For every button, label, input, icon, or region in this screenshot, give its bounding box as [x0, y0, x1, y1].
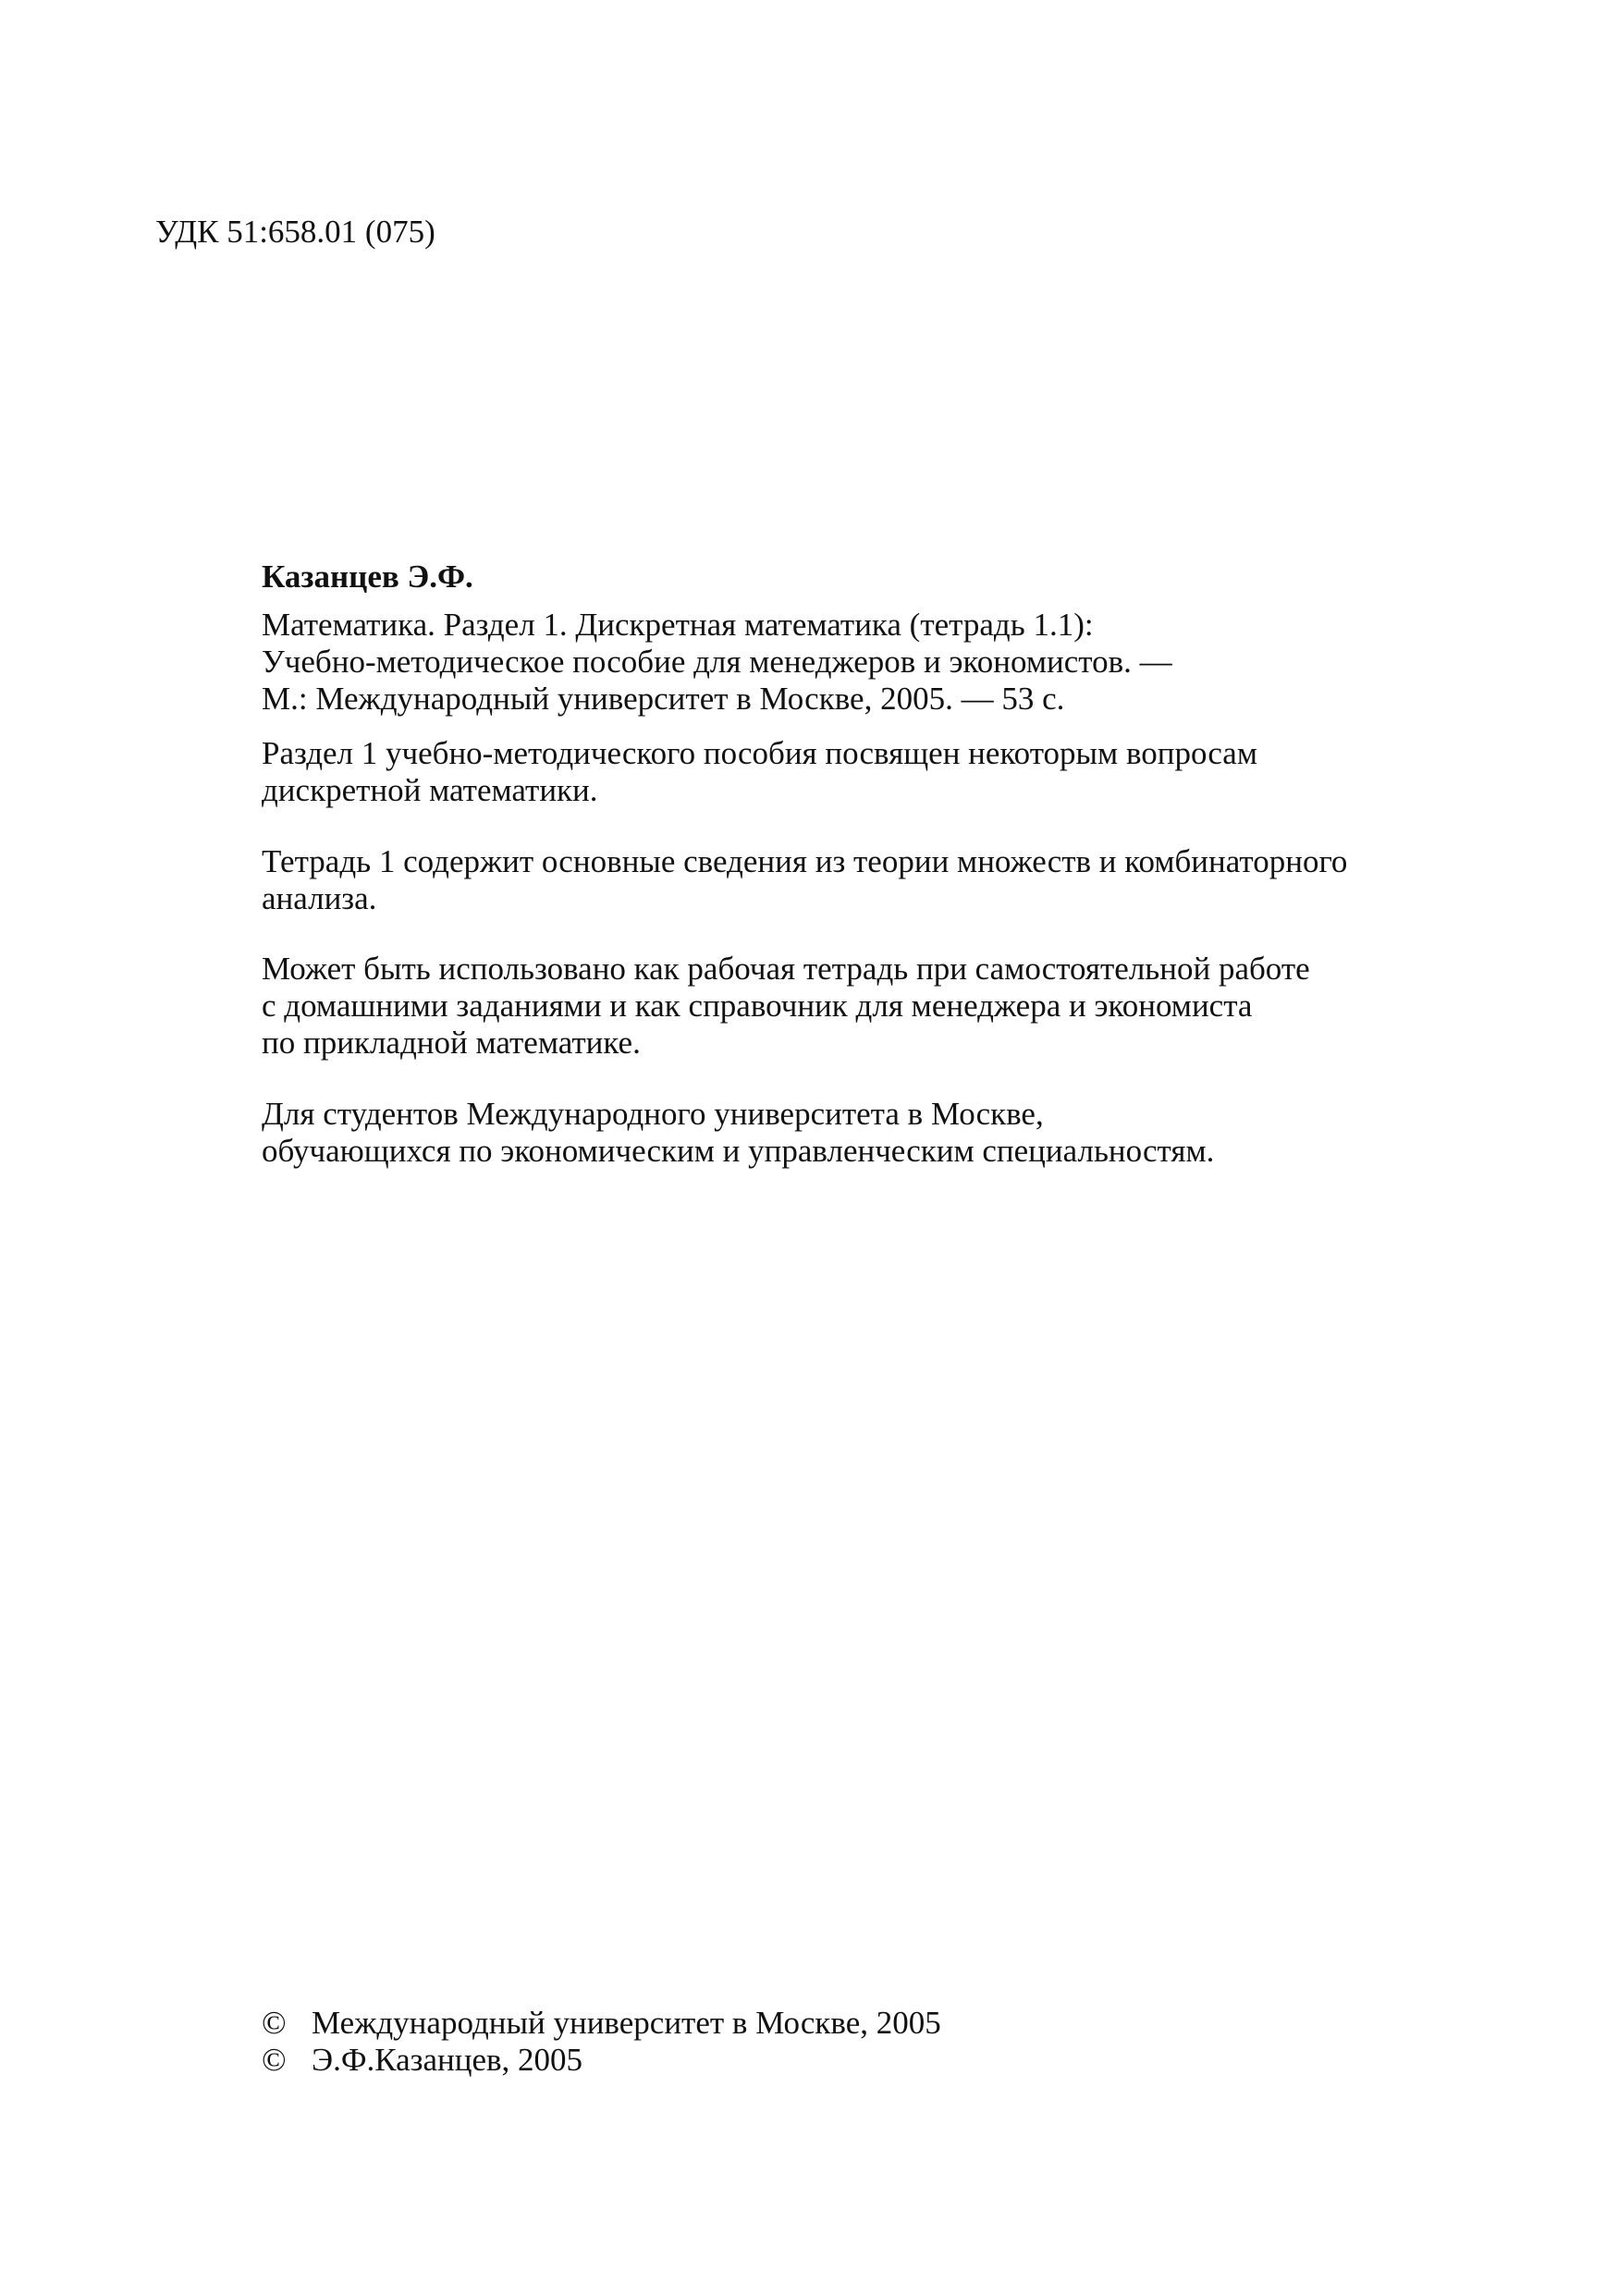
abstract-paragraph [262, 1096, 1214, 1170]
abstract-line: дискретной математики. [262, 772, 598, 808]
copyright-holder: Э.Ф.Казанцев, 2005 [312, 2042, 583, 2078]
abstract-line: Может быть использовано как рабочая тетрадь при самостоятельной работе [262, 951, 1310, 987]
abstract-line: Для студентов Международного университета в Москве, [262, 1096, 1044, 1132]
abstract-paragraph [262, 951, 1310, 1062]
abstract-line: по прикладной математике. [262, 1025, 641, 1061]
abstract-line: обучающихся по экономическим и управленческим специальностям. [262, 1133, 1215, 1169]
bibliographic-line: Математика. Раздел 1. Дискретная математика (тетрадь 1.1): [262, 607, 1094, 643]
copyright-icon: © [262, 2042, 287, 2078]
abstract-line: Раздел 1 учебно-методического пособия посвящен некоторым вопросам [262, 735, 1257, 771]
bibliographic-description [262, 607, 1172, 718]
author-name: Казанцев Э.Ф. [262, 559, 473, 595]
abstract-line: с домашними заданиями и как справочник для менеджера и экономиста [262, 988, 1253, 1024]
bibliographic-line: Учебно-методическое пособие для менеджеров и экономистов. — [262, 644, 1172, 680]
copyright-holder: Международный университет в Москве, 2005 [312, 2005, 941, 2041]
copyright-line [262, 2042, 582, 2079]
abstract-line: Тетрадь 1 содержит основные сведения из теории множеств и комбинаторного [262, 843, 1348, 879]
copyright-line [262, 2005, 941, 2042]
copyright-icon: © [262, 2005, 287, 2041]
bibliographic-line: М.: Международный университет в Москве, 2005. — 53 с. [262, 681, 1065, 717]
abstract-line: анализа. [262, 880, 377, 916]
udk-code: УДК 51:658.01 (075) [155, 214, 435, 250]
abstract-paragraph [262, 843, 1347, 917]
abstract-paragraph [262, 735, 1257, 809]
